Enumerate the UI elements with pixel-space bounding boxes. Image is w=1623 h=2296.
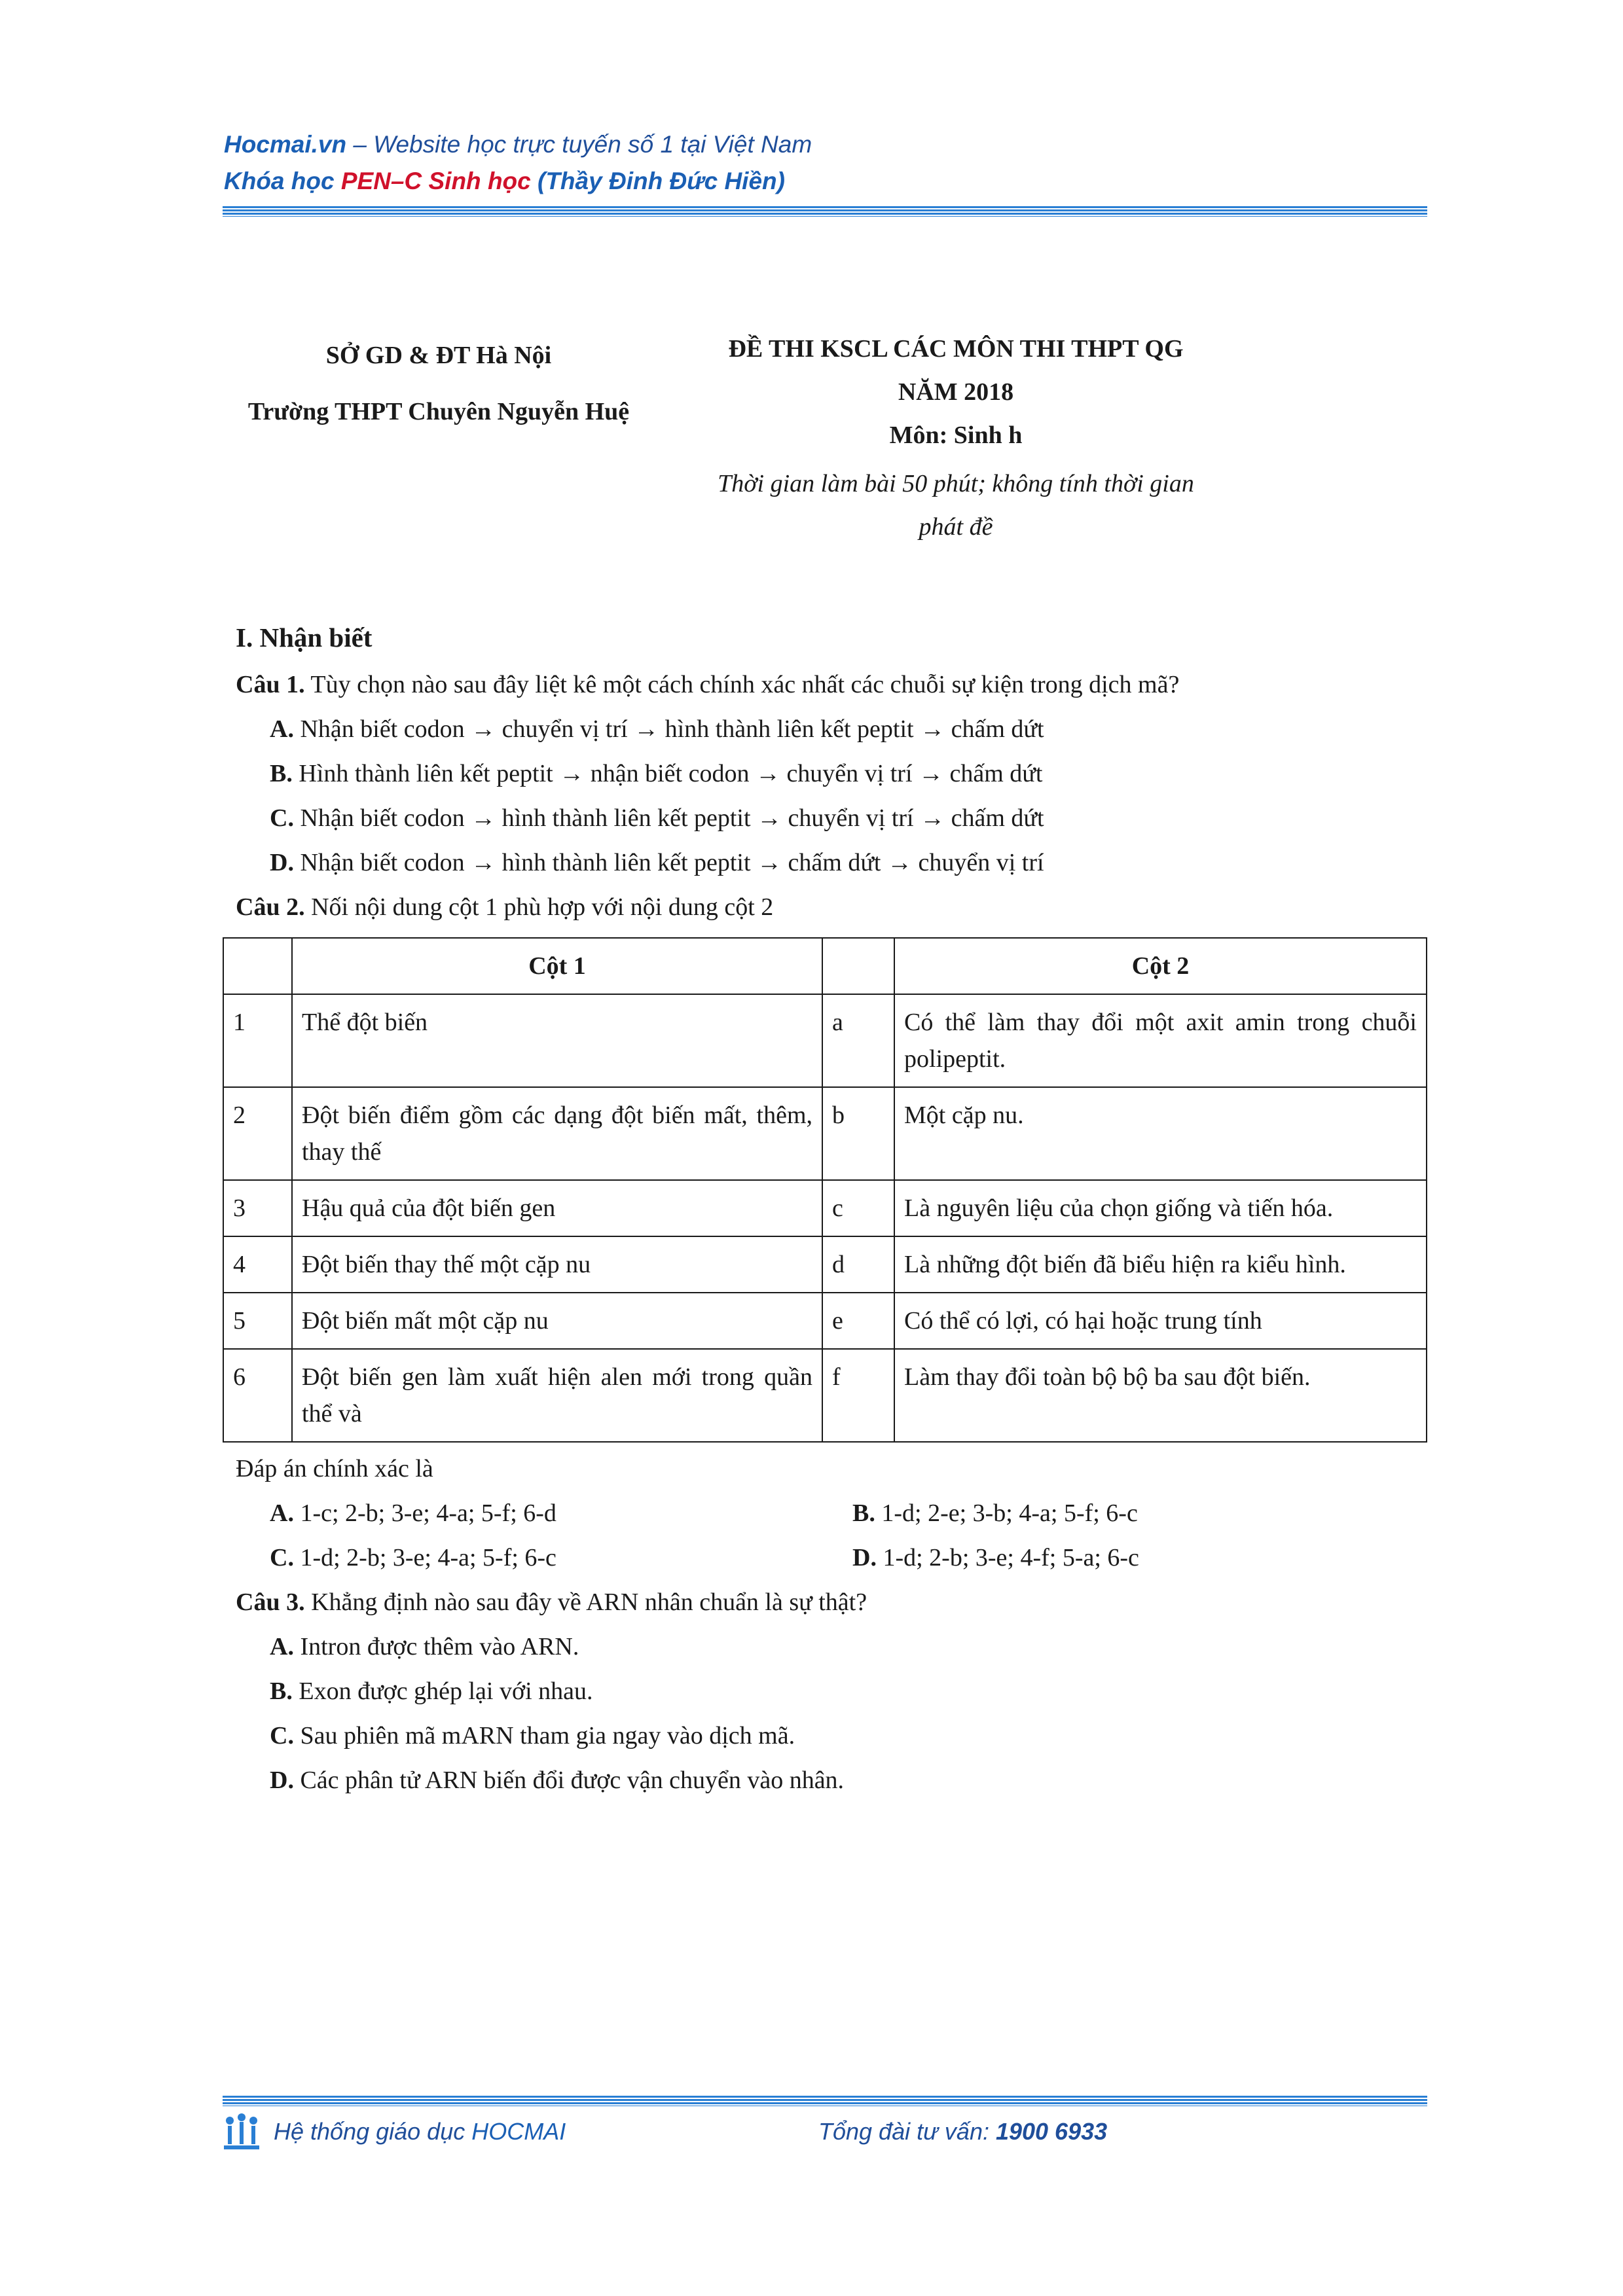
footer-right-prefix: Tổng đài tư vấn: xyxy=(818,2118,996,2145)
header-course-line xyxy=(224,168,785,195)
column-2-cell: Là nguyên liệu của chọn giống và tiến hóa. xyxy=(894,1180,1427,1236)
question-2-text: Nối nội dung cột 1 phù hợp với nội dung cột 2 xyxy=(304,893,774,921)
option-text: Hình thành liên kết peptit → nhận biết codon → chuyển vị trí → chấm dứt xyxy=(292,760,1043,787)
column-2-cell: Có thể có lợi, có hại hoặc trung tính xyxy=(894,1293,1427,1349)
row-number: 3 xyxy=(223,1180,292,1236)
row-number: 2 xyxy=(223,1087,292,1180)
footer-left xyxy=(274,2118,566,2145)
column-1-cell: Đột biến thay thế một cặp nu xyxy=(292,1236,822,1293)
q2-option-d[interactable] xyxy=(818,1535,1401,1580)
option-key: B. xyxy=(270,1677,293,1705)
option-key: D. xyxy=(852,1544,877,1571)
footer-brand[interactable]: HOCMAI xyxy=(471,2118,566,2145)
question-3-label: Câu 3. xyxy=(236,1588,305,1616)
column-1-cell: Thể đột biến xyxy=(292,994,822,1087)
footer-left-prefix: Hệ thống giáo dục xyxy=(274,2118,472,2145)
column-1-cell: Đột biến điểm gồm các dạng đột biến mất, thêm, thay thế xyxy=(292,1087,822,1180)
question-1-label: Câu 1. xyxy=(236,671,305,698)
option-key: D. xyxy=(270,849,294,876)
answer-label: Đáp án chính xác là xyxy=(236,1455,433,1482)
option-key: C. xyxy=(270,1722,294,1749)
option-key: A. xyxy=(270,715,294,743)
option-text: Nhận biết codon → chuyển vị trí → hình thành liên kết peptit → chấm dứt xyxy=(293,715,1044,743)
question-2 xyxy=(236,885,1427,929)
school-block xyxy=(223,327,655,440)
q3-option-a[interactable] xyxy=(236,1624,1427,1669)
option-text: Nhận biết codon → hình thành liên kết peptit → chuyển vị trí → chấm dứt xyxy=(293,804,1044,832)
q1-option-b[interactable] xyxy=(236,751,1427,796)
q3-option-d[interactable] xyxy=(236,1758,1427,1803)
row-key: f xyxy=(822,1349,894,1442)
table-header-cell xyxy=(223,938,292,994)
option-text: Sau phiên mã mARN tham gia ngay vào dịch mã. xyxy=(293,1722,795,1749)
option-key: C. xyxy=(270,1544,294,1571)
row-key: c xyxy=(822,1180,894,1236)
row-key: d xyxy=(822,1236,894,1293)
table-header-cell xyxy=(822,938,894,994)
q1-option-a[interactable] xyxy=(236,707,1427,751)
option-text: Nhận biết codon → hình thành liên kết peptit → chấm dứt → chuyển vị trí xyxy=(293,849,1044,876)
hotline-number[interactable]: 1900 6933 xyxy=(995,2118,1108,2145)
footer-divider xyxy=(223,2096,1427,2106)
section-title: I. Nhận biết xyxy=(236,622,373,653)
row-key: e xyxy=(822,1293,894,1349)
footer-right xyxy=(818,2118,1107,2145)
exam-body xyxy=(233,622,1427,1803)
option-key: B. xyxy=(270,760,293,787)
q2-options-row-1 xyxy=(236,1491,1401,1535)
table-header-row xyxy=(223,938,1427,994)
course-name: PEN–C Sinh học xyxy=(340,168,531,194)
table-row xyxy=(223,1236,1427,1293)
question-3-text: Khẳng định nào sau đây về ARN nhân chuẩn là sự thật? xyxy=(304,1588,867,1616)
q3-option-b[interactable] xyxy=(236,1669,1427,1713)
table-row xyxy=(223,1180,1427,1236)
school-name: Trường THPT Chuyên Nguyễn Huệ xyxy=(247,398,630,425)
row-number: 6 xyxy=(223,1349,292,1442)
column-2-cell: Có thể làm thay đổi một axit amin trong chuỗi polipeptit. xyxy=(894,994,1427,1087)
q1-option-d[interactable] xyxy=(236,840,1427,885)
department: SỞ GD & ĐT Hà Nội xyxy=(325,342,552,369)
table-row xyxy=(223,1349,1427,1442)
q2-option-b[interactable] xyxy=(818,1491,1401,1535)
q1-option-c[interactable] xyxy=(236,796,1427,840)
site-name[interactable]: Hocmai.vn xyxy=(224,131,347,158)
row-number: 4 xyxy=(223,1236,292,1293)
q2-option-a[interactable] xyxy=(236,1491,818,1535)
option-text: Intron được thêm vào ARN. xyxy=(293,1633,579,1660)
option-text: 1-d; 2-b; 3-e; 4-a; 5-f; 6-c xyxy=(293,1544,556,1571)
q3-option-c[interactable] xyxy=(236,1713,1427,1758)
exam-year: NĂM 2018 xyxy=(898,378,1014,406)
site-tagline: – Website học trực tuyến số 1 tại Việt Nam xyxy=(346,131,812,158)
exam-subject: Môn: Sinh h xyxy=(889,422,1023,449)
row-key: a xyxy=(822,994,894,1087)
row-number: 1 xyxy=(223,994,292,1087)
question-3 xyxy=(236,1580,1427,1624)
option-text: Exon được ghép lại với nhau. xyxy=(292,1677,593,1705)
table-row xyxy=(223,994,1427,1087)
exam-title: ĐỀ THI KSCL CÁC MÔN THI THPT QG xyxy=(728,335,1184,363)
column-2-header: Cột 2 xyxy=(894,938,1427,994)
option-key: C. xyxy=(270,804,294,832)
row-number: 5 xyxy=(223,1293,292,1349)
teacher-name: (Thầy Đinh Đức Hiền) xyxy=(530,168,785,194)
exam-time-line-2: phát đề xyxy=(919,513,993,541)
exam-time-line-1: Thời gian làm bài 50 phút; không tính thời gian xyxy=(718,470,1194,497)
question-1 xyxy=(236,662,1427,707)
header-site-line xyxy=(224,131,812,158)
matching-table xyxy=(223,937,1427,1443)
option-key: A. xyxy=(270,1633,294,1660)
question-1-text: Tùy chọn nào sau đây liệt kê một cách chính xác nhất các chuỗi sự kiện trong dịch mã? xyxy=(304,671,1180,698)
row-key: b xyxy=(822,1087,894,1180)
course-prefix: Khóa học xyxy=(224,168,341,194)
table-row xyxy=(223,1293,1427,1349)
option-text: 1-d; 2-e; 3-b; 4-a; 5-f; 6-c xyxy=(875,1499,1138,1527)
hocmai-logo-icon xyxy=(223,2113,261,2152)
exam-title-block xyxy=(681,327,1231,548)
q2-option-c[interactable] xyxy=(236,1535,818,1580)
option-text: 1-c; 2-b; 3-e; 4-a; 5-f; 6-d xyxy=(293,1499,556,1527)
table-row xyxy=(223,1087,1427,1180)
question-2-label: Câu 2. xyxy=(236,893,305,921)
column-2-cell: Là những đột biến đã biểu hiện ra kiểu hình. xyxy=(894,1236,1427,1293)
option-text: 1-d; 2-b; 3-e; 4-f; 5-a; 6-c xyxy=(876,1544,1139,1571)
header-divider xyxy=(223,206,1427,217)
column-2-cell: Làm thay đổi toàn bộ bộ ba sau đột biến. xyxy=(894,1349,1427,1442)
column-2-cell: Một cặp nu. xyxy=(894,1087,1427,1180)
q2-options-row-2 xyxy=(236,1535,1401,1580)
column-1-cell: Hậu quả của đột biến gen xyxy=(292,1180,822,1236)
column-1-cell: Đột biến gen làm xuất hiện alen mới trong quần thể và xyxy=(292,1349,822,1442)
column-1-header: Cột 1 xyxy=(292,938,822,994)
option-key: B. xyxy=(852,1499,875,1527)
option-key: A. xyxy=(270,1499,294,1527)
option-key: D. xyxy=(270,1767,294,1794)
option-text: Các phân tử ARN biến đổi được vận chuyển vào nhân. xyxy=(293,1767,845,1794)
column-1-cell: Đột biến mất một cặp nu xyxy=(292,1293,822,1349)
